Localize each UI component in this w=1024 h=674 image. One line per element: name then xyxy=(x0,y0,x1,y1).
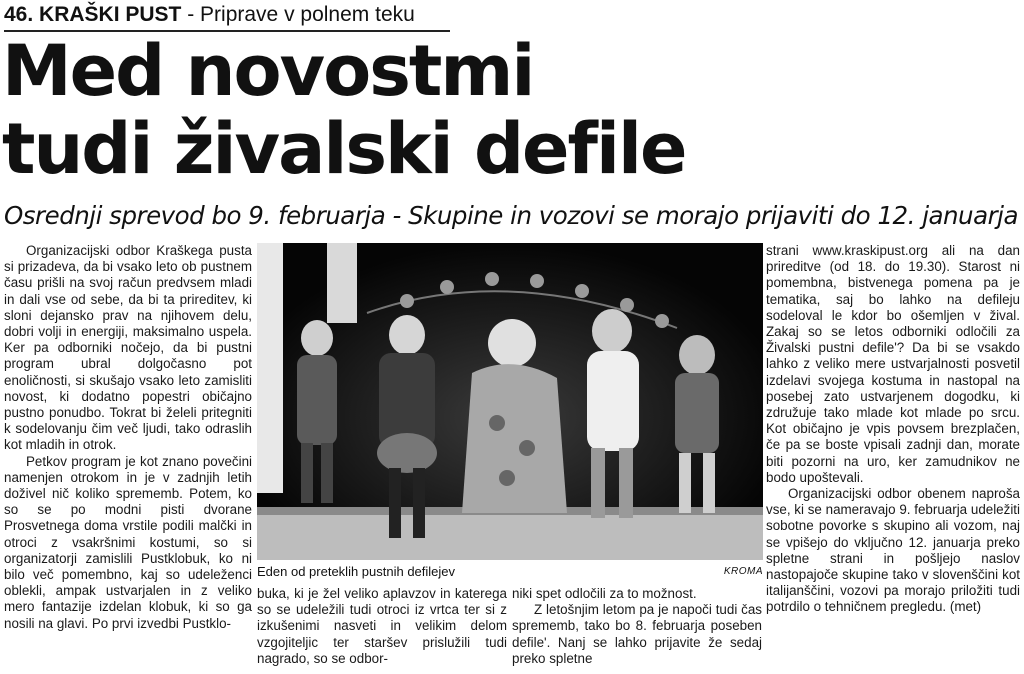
paragraph: Organizacijski odbor Kraškega pusta si prizadeva, da bi vsako leto ob pustnem času prišli na svoj račun predvsem mladi in dali vse od sebe, da bi ta prireditev, ki sloni dejansko prav na njihovem delu, dobri volji in energiji, maksimalno uspela. Ker pa odborniki nočejo, da bi pustni program ubral dolgočasno pot enoličnosti, si skušajo vsako leto zamisliti novost, ki dodatno popestri običajno pustno ponudbo. Tokrat bi želeli pritegniti k sodelovanju čim več ljudi, tako odraslih kot mladih in otrok. xyxy=(4,243,252,453)
article-column-1 xyxy=(4,243,252,632)
paragraph: niki spet odločili za to možnost. xyxy=(512,586,697,601)
photo-credit: KROMA xyxy=(723,566,763,577)
kicker xyxy=(4,2,450,32)
photo-caption xyxy=(257,563,763,581)
headline xyxy=(2,32,1022,188)
article-column-4 xyxy=(766,243,1020,616)
kicker-subtitle: - Priprave v polnem teku xyxy=(181,3,415,26)
subheadline: Osrednji sprevod bo 9. februarja - Skupine in vozovi se morajo prijaviti do 12. januarja xyxy=(4,201,1018,230)
paragraph: Z letošnjim letom pa je napoči tudi čas sprememb, tako bo 8. februarja poseben defile'. Nanj se lahko prijavite že sedaj preko spletne xyxy=(512,602,762,666)
article-photo xyxy=(257,243,763,560)
kicker-label: 46. KRAŠKI PUST xyxy=(4,3,182,26)
paragraph: buka, ki je žel veliko aplavzov in katerega so se udeležili tudi otroci iz vrtca ter si z izkušenimi nasveti in velikim delom vzgojiteljic ter staršev prislužili tudi nagrado, so se odbor- xyxy=(257,586,507,666)
paragraph: strani www.kraskipust.org ali na dan prireditve (od 18. do 19.30). Starost ni pomembna, bistvenega pomena pa je tematika, saj bo lahko na defileju sodeloval le kdor bo ošemljen v žival. Zakaj so se letos odborniki odločili za Živalski pustni defile'? Da bi se vsakdo lahko z veliko mere ustvarjalnosti posvetil izdelavi svojega kostuma in nastopal na posebej zato ustvarjenem dogodku, ki združuje tako mlade kot mlade po srcu. Kot običajno je vpis povsem brezplačen, če pa se boste vpisali zadnji dan, morate biti pozorni na uro, ker zamudnikov ne bodo upoštevali. xyxy=(766,243,1020,485)
carnival-photo-image xyxy=(257,243,763,560)
paragraph: Organizacijski odbor obenem naproša vse, ki se nameravajo 9. februarja udeležiti sobotne povorke s skupino ali vozom, naj se vpišejo do vključno 12. januarja preko spletne strani in pošljejo naslov nastopajoče skupine tako v slovenščini kot italijanščini, vozovi pa morajo priložiti tudi potrdilo o tehničnem pregledu. (met) xyxy=(766,486,1020,615)
headline-line-2: tudi živalski defile xyxy=(2,108,686,190)
paragraph: Petkov program je kot znano povečini namenjen otrokom in je v zadnjih letih doživel nič koliko sprememb. Potem, ko so se po modni pisti dvorane Prosvetnega doma vrstile podili malčki in otroci z vsakršnimi kostumi, so si organizatorji zamislili Pustklobuk, ko ni bilo več pomembno, kaj so udeleženci oblekli, ampak ustvarjalen in z veliko mero fantazije izdelan klobuk, ki so ga nosili na glavi. Po prvi izvedbi Pustklo- xyxy=(4,453,252,631)
headline-line-1: Med novostmi xyxy=(2,30,534,112)
caption-text: Eden od preteklih pustnih defilejev xyxy=(257,564,456,579)
article-column-3 xyxy=(512,586,762,667)
article-column-2 xyxy=(257,586,507,667)
